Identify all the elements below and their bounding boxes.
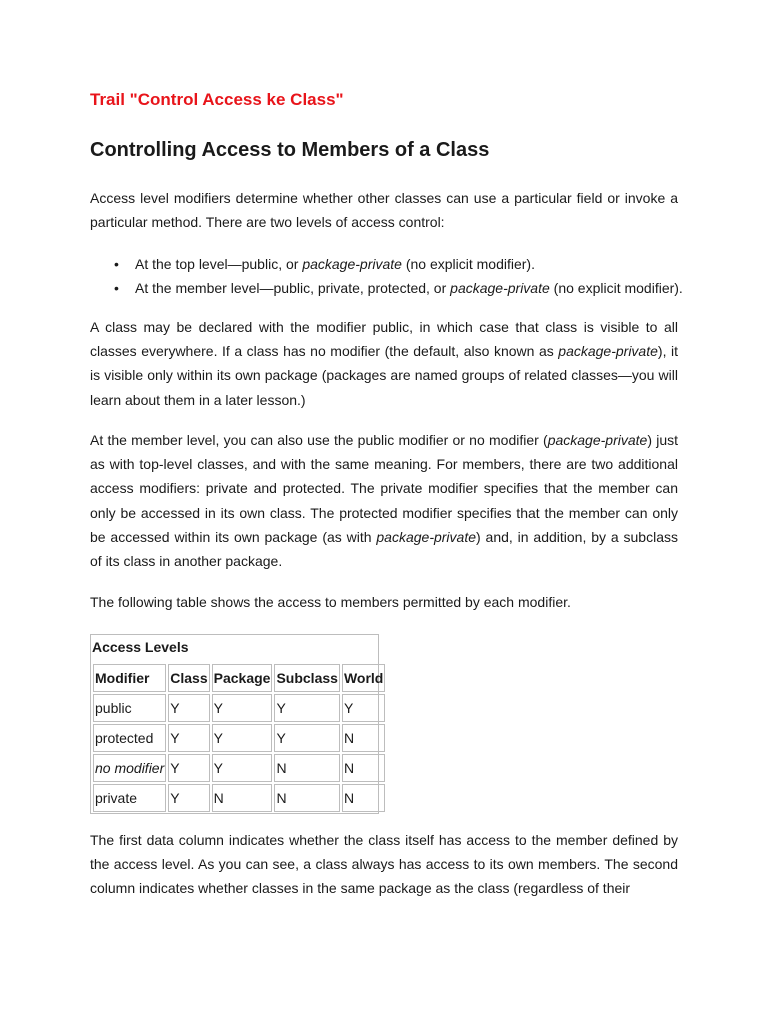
table-row [93,724,385,752]
header-package: Package [212,664,273,692]
table-cell: Y [168,754,209,782]
trail-title: Trail "Control Access ke Class" [90,90,344,109]
table-cell: Y [274,694,339,722]
class-modifier-paragraph: A class may be declared with the modifier public, in which case that class is visible to all classes everywhere. If a class has no modifier (the default, also known as package-private), it is visible only within its own package (packages are named groups of related classes—you will learn about them in a later lesson.) [90,319,678,408]
bullet-icon: • [114,256,119,272]
table-cell: private [93,784,166,812]
access-table-grid [91,662,387,814]
section-title: Controlling Access to Members of a Class [90,139,490,161]
table-explanation-paragraph: The first data column indicates whether the class itself has access to the member defined by the access level. As you can see, a class always has access to its own members. The second column indicates whether classes in the same package as the class (regardless of their [90,832,678,897]
table-cell: N [342,724,385,752]
table-row [93,784,385,812]
table-cell: N [274,784,339,812]
table-cell: Y [274,724,339,752]
access-control-levels-list [90,252,683,300]
table-cell: no modifier [93,754,166,782]
table-cell: N [212,784,273,812]
member-level-paragraph: At the member level, you can also use the public modifier or no modifier (package-private) just as with top-level classes, and with the same meaning. For members, there are two additional access modifiers: private and protected. The private modifier specifies that the member can only be accessed in its own class. The protected modifier specifies that the member can only be accessed within its own package (as with package-private) and, in addition, by a subclass of its class in another package. [90,432,678,570]
table-cell: Y [212,754,273,782]
table-cell: Y [212,694,273,722]
table-cell: Y [168,724,209,752]
list-item: • At the top level—public, or package-private (no explicit modifier). [90,252,678,276]
table-row [93,754,385,782]
table-cell: Y [168,784,209,812]
table-cell: public [93,694,166,722]
table-row [93,694,385,722]
header-modifier: Modifier [93,664,166,692]
table-cell: protected [93,724,166,752]
table-caption: Access Levels [92,639,189,655]
access-levels-table [90,634,384,814]
table-cell: N [342,784,385,812]
bullet-icon: • [114,280,119,297]
table-cell: Y [168,694,209,722]
table-intro-paragraph: The following table shows the access to members permitted by each modifier. [90,594,571,610]
list-item: • At the member level—public, private, protected, or package-private (no explicit modifier). [90,276,678,300]
table-cell: Y [342,694,385,722]
table-header-row [93,664,385,692]
intro-paragraph: Access level modifiers determine whether other classes can use a particular field or invoke a particular method. There are two levels of access control: [90,190,678,231]
header-subclass: Subclass [274,664,339,692]
table-cell: Y [212,724,273,752]
table-cell: N [274,754,339,782]
table-cell: N [342,754,385,782]
header-world: World [342,664,385,692]
header-class: Class [168,664,209,692]
